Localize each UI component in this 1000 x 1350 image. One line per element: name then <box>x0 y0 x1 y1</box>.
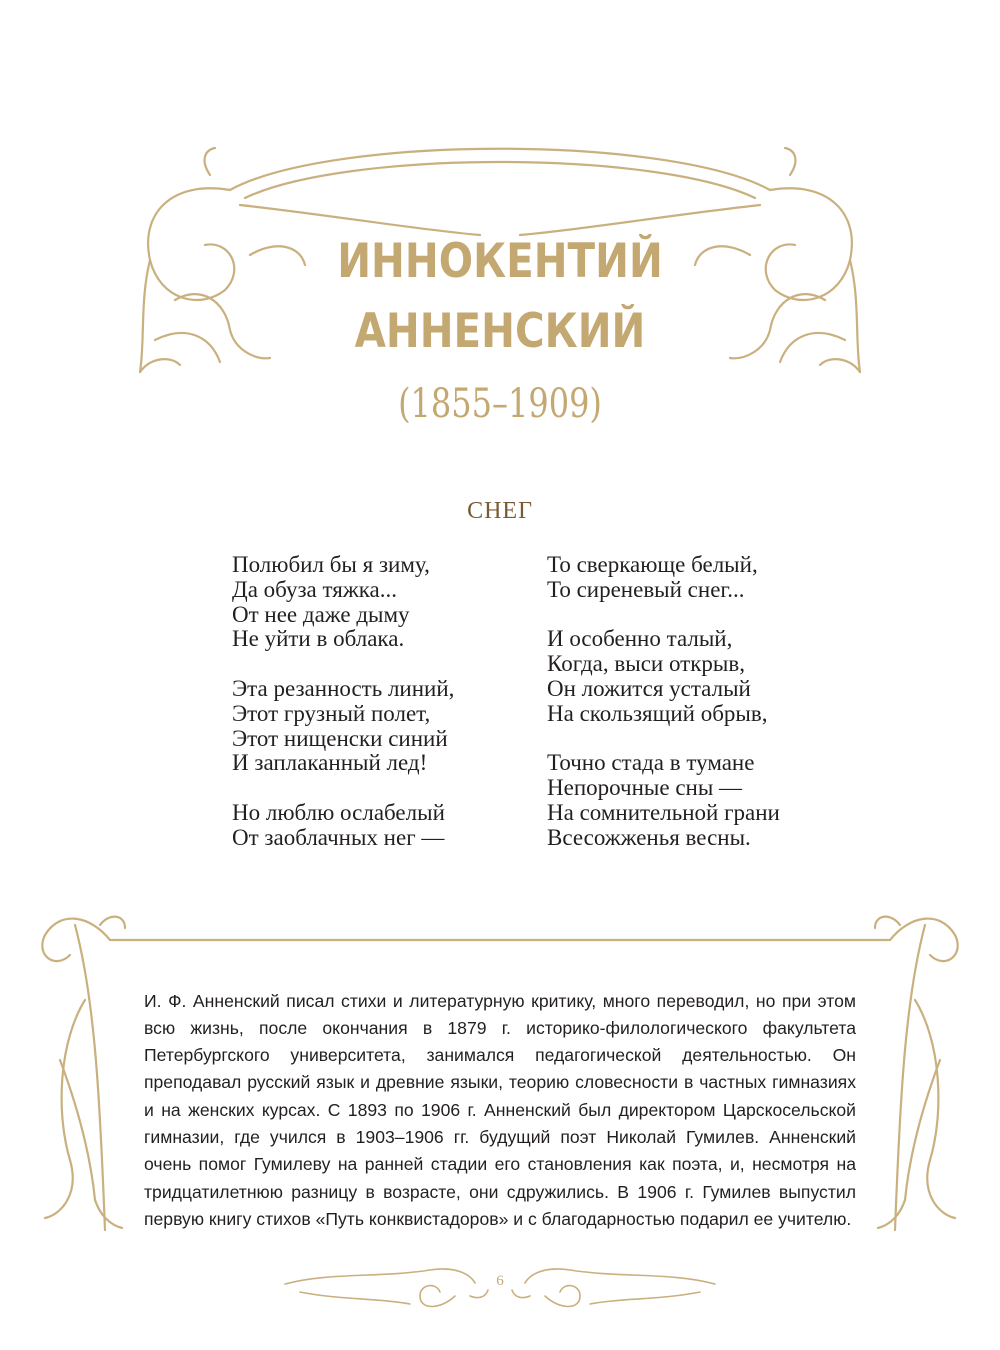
page-number: 6 <box>496 1273 504 1289</box>
author-years: (1855–1909) <box>398 381 602 427</box>
poem-line: На сомнительной грани <box>547 799 780 825</box>
poem-line: Полюбил бы я зиму, <box>232 552 430 577</box>
poem-line: Но люблю ослабелый <box>232 799 445 825</box>
poem-title: СНЕГ <box>467 498 533 524</box>
stanza <box>232 801 454 851</box>
poem-line: Этот нищенски синий <box>232 725 448 751</box>
poem-left-column <box>232 553 454 851</box>
stanza <box>547 553 780 603</box>
author-last-name: АННЕНСКИЙ <box>354 304 646 359</box>
poem-line: То сиреневый снег... <box>547 576 745 602</box>
stanza <box>547 627 780 726</box>
stanza <box>547 751 780 850</box>
poem-line: От заоблачных нег — <box>232 824 445 850</box>
poem-line: Когда, выси открыв, <box>547 651 745 677</box>
poem-line: Да обуза тяжка... <box>232 576 398 602</box>
poem-line: Точно стада в тумане <box>547 750 755 776</box>
poem-line: Не уйти в облака. <box>232 626 405 652</box>
poem-line: Всесожженья весны. <box>547 824 751 850</box>
stanza <box>232 553 454 652</box>
poem-line: Он ложится усталый <box>547 675 751 701</box>
poem-line: Эта резанность линий, <box>232 675 455 701</box>
stanza <box>232 677 454 776</box>
poem-line: От нее даже дыму <box>232 601 410 627</box>
poem-line: То сверкающе белый, <box>547 552 758 577</box>
poem-line: И особенно талый, <box>547 626 733 652</box>
poem-right-column <box>547 553 780 851</box>
poem-line: Непорочные сны — <box>547 775 743 801</box>
author-first-name: ИННОКЕНТИЙ <box>337 234 663 289</box>
poem-line: Этот грузный полет, <box>232 700 431 726</box>
biography-text: И. Ф. Анненский писал стихи и литературную критику, много переводил, но при этом всю жизнь, после окончания в 1879 г. историко-филологического факультета Петербургского университета, занимался педагогической деятельностью. Он преподавал русский язык и древние языки, теорию словесности в частных гимназиях и на женских курсах. С 1893 по 1906 г. Анненский был директором Царскосельской гимназии, где учился в 1903–1906 гг. будущий поэт Николай Гумилев. Анненский очень помог Гумилеву на ранней стадии его становления как поэта, и, несмотря на тридцатилетнюю разницу в возрасте, они сдружились. В 1906 г. Гумилев выпустил первую книгу стихов «Путь конквистадоров» и с благодарностью подарил ее учителю. <box>144 990 856 1229</box>
poem-line: На скользящий обрыв, <box>547 700 768 726</box>
poem-line: И заплаканный лед! <box>232 750 428 776</box>
